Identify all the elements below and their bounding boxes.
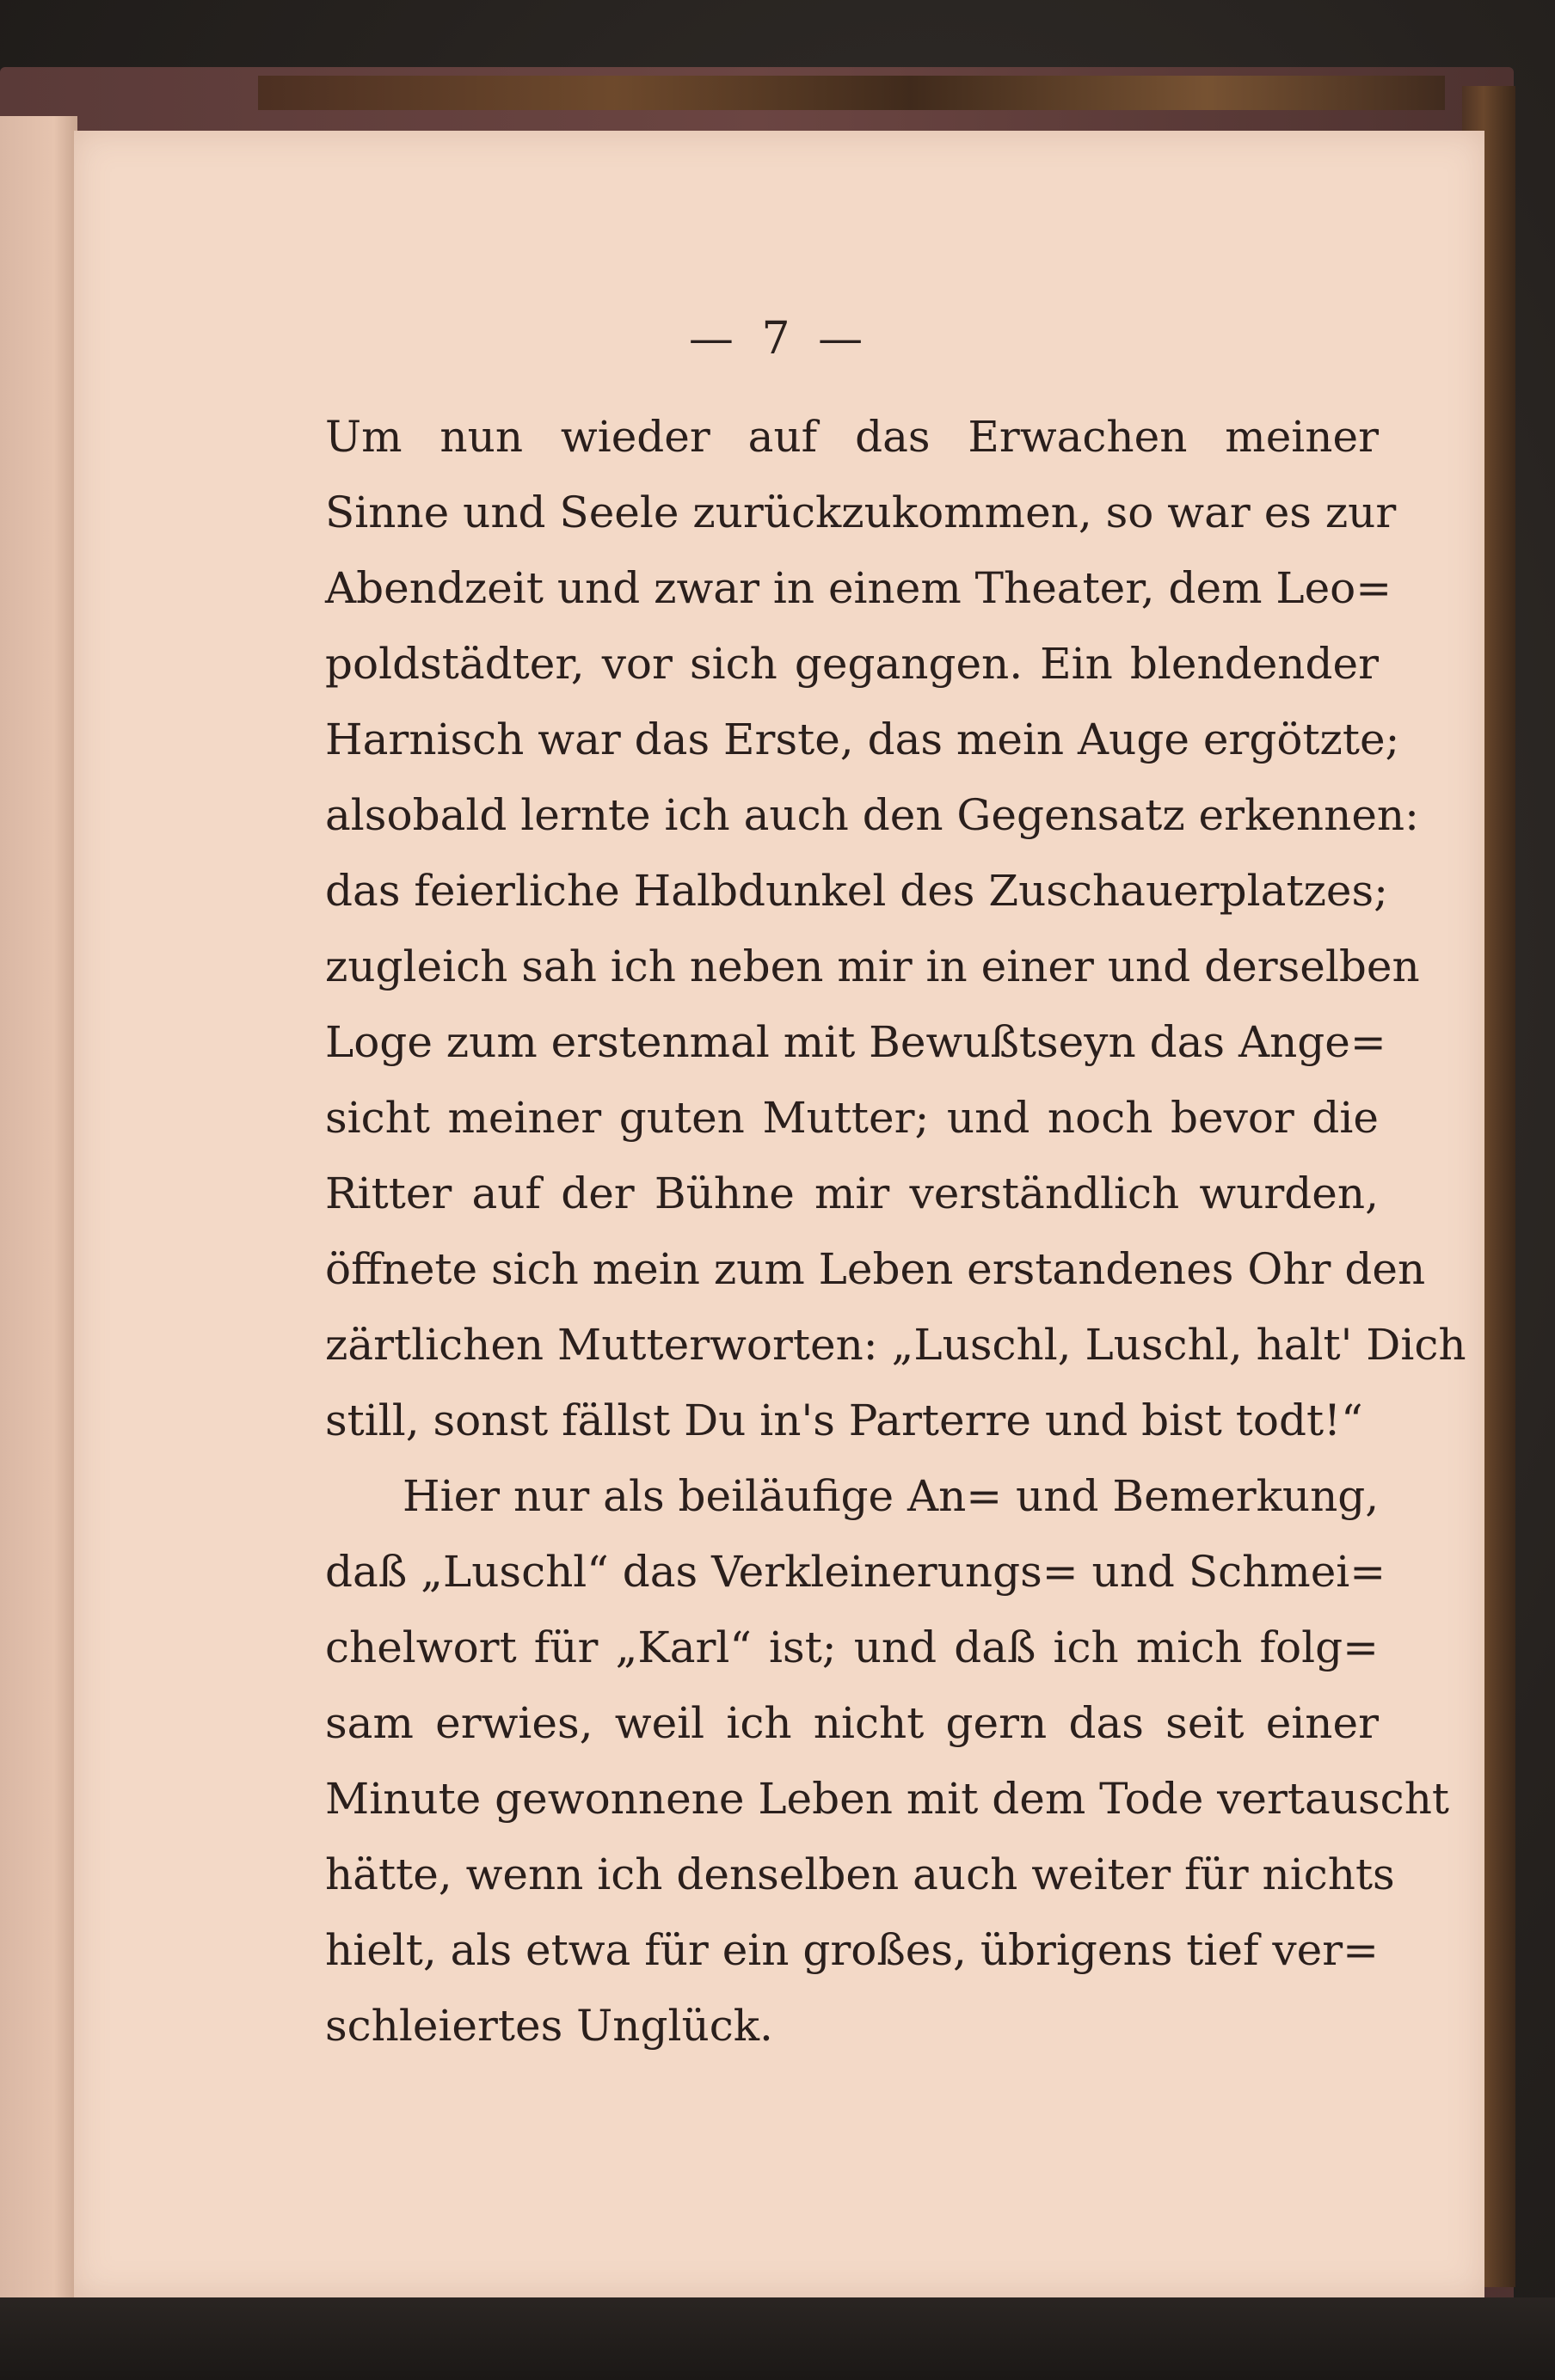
text-line: Ritter auf der Bühne mir verständlich wurden, bbox=[325, 1169, 1379, 1218]
text-line: Harnisch war das Erste, das mein Auge ergötzte; bbox=[325, 715, 1400, 764]
text-line: zugleich sah ich neben mir in einer und derselben bbox=[325, 942, 1420, 991]
text-line: chelwort für „Karl“ ist; und daß ich mich folg= bbox=[325, 1622, 1379, 1672]
text-line: sam erwies, weil ich nicht gern das seit einer bbox=[325, 1698, 1379, 1748]
scan-bottom-edge bbox=[0, 2297, 1555, 2380]
text-line: öffnete sich mein zum Leben erstandenes Ohr den bbox=[325, 1244, 1426, 1294]
text-line: hätte, wenn ich denselben auch weiter für nichts bbox=[325, 1849, 1395, 1899]
text-line: Sinne und Seele zurückzukommen, so war es zur bbox=[325, 488, 1397, 537]
cover-edge-top bbox=[258, 76, 1445, 110]
text-line: sicht meiner guten Mutter; und noch bevor die bbox=[325, 1093, 1379, 1143]
text-line: daß „Luschl“ das Verkleinerungs= und Schmei= bbox=[325, 1547, 1386, 1597]
text-line: zärtlichen Mutterworten: „Luschl, Luschl, halt' Dich bbox=[325, 1320, 1466, 1370]
book-page bbox=[74, 131, 1484, 2297]
text-line: Hier nur als beiläufige An= und Bemerkung, bbox=[403, 1471, 1380, 1521]
text-line: still, sonst fällst Du in's Parterre und bist todt!“ bbox=[325, 1395, 1363, 1445]
text-line: schleiertes Unglück. bbox=[325, 2001, 773, 2051]
facing-page-edge bbox=[0, 116, 77, 2300]
text-line: poldstädter, vor sich gegangen. Ein blendender bbox=[325, 639, 1379, 689]
text-line: alsobald lernte ich auch den Gegensatz erkennen: bbox=[325, 790, 1419, 840]
text-line: Loge zum erstenmal mit Bewußtseyn das Ange= bbox=[325, 1017, 1386, 1067]
text-line: Abendzeit und zwar in einem Theater, dem Leo= bbox=[325, 563, 1392, 613]
text-line: das feierliche Halbdunkel des Zuschauerplatzes; bbox=[325, 866, 1389, 916]
text-line: hielt, als etwa für ein großes, übrigens tief ver= bbox=[325, 1925, 1379, 1975]
page-number: — 7 — bbox=[688, 313, 870, 365]
text-line: Minute gewonnene Leben mit dem Tode vertauscht bbox=[325, 1774, 1449, 1824]
body-text bbox=[325, 399, 1466, 2064]
text-line: Um nun wieder auf das Erwachen meiner bbox=[325, 412, 1379, 462]
